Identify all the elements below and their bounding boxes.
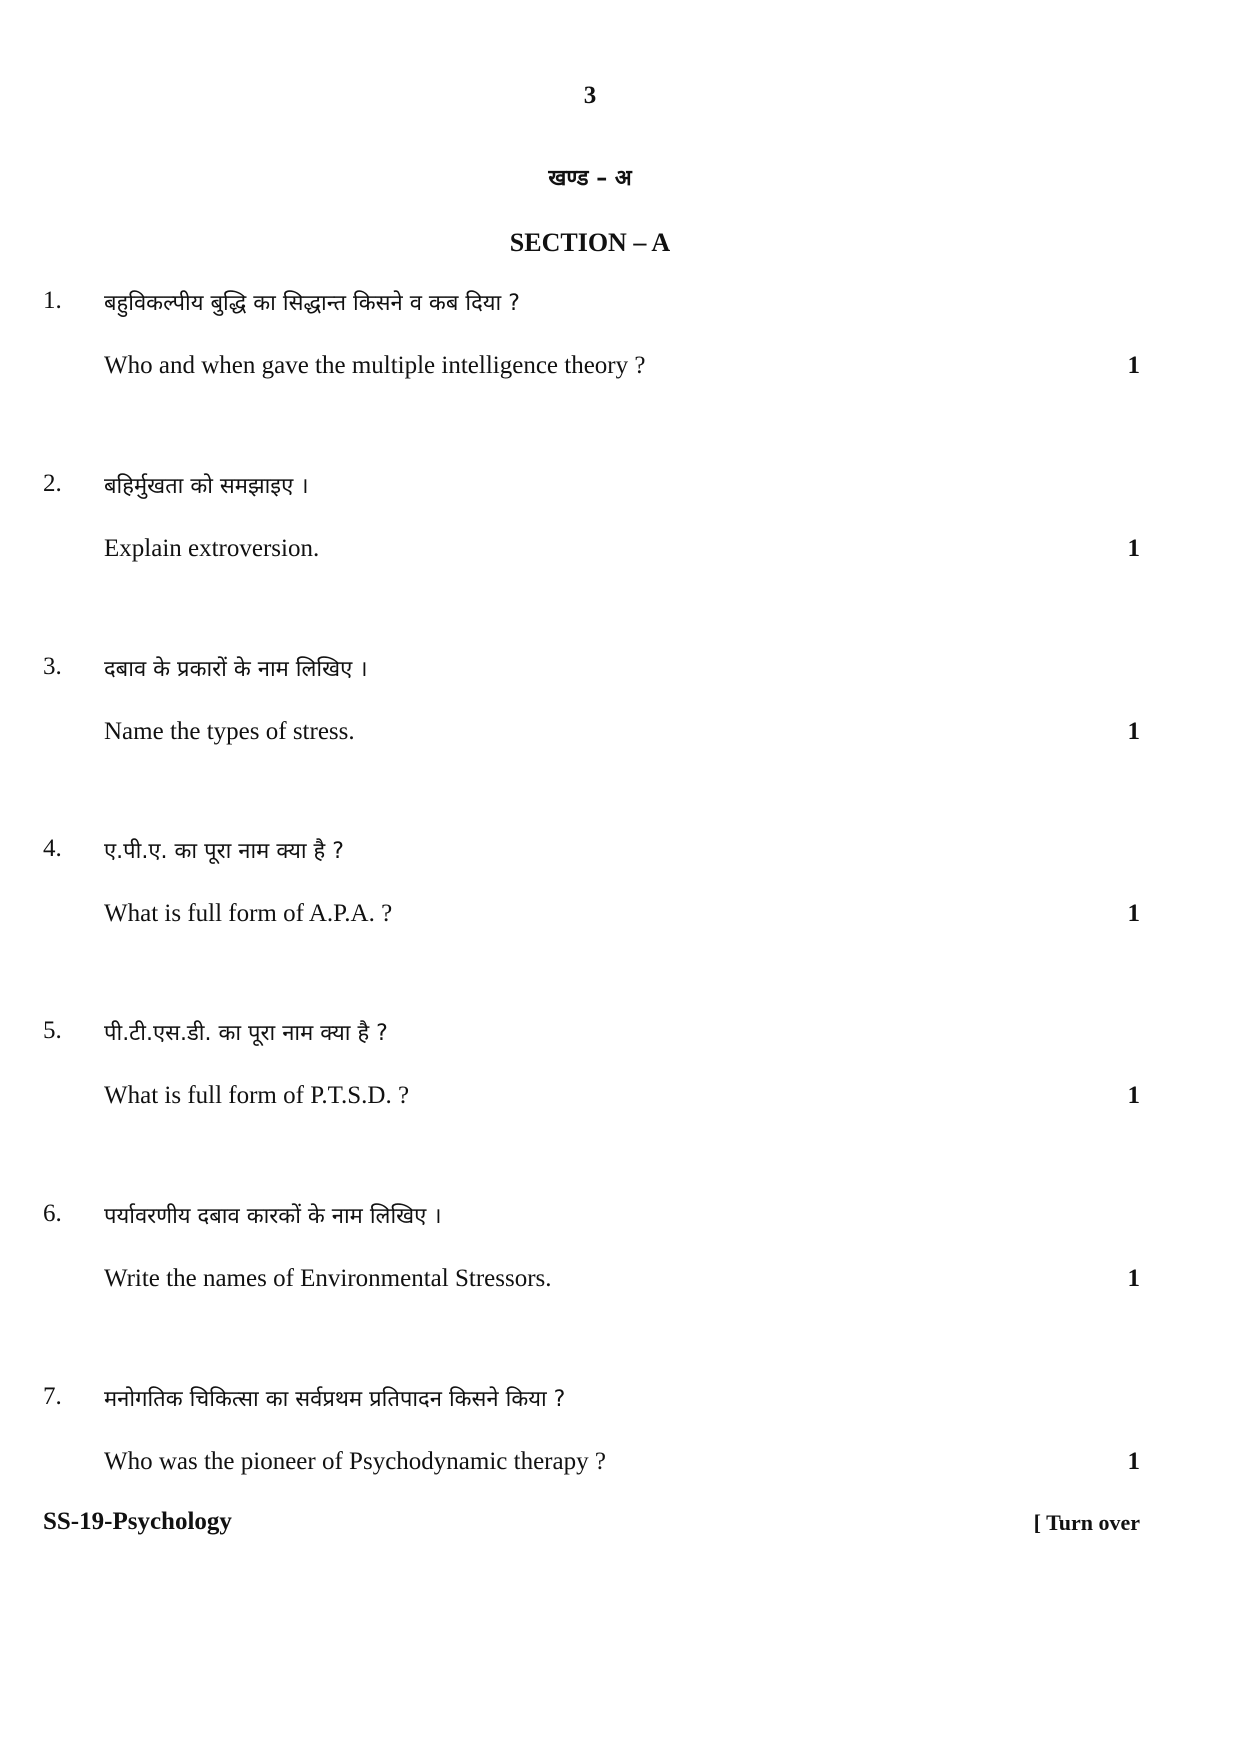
question-number: 1. bbox=[43, 287, 62, 314]
question-text-english: Write the names of Environmental Stressors. bbox=[104, 1265, 552, 1292]
question-text-hindi: बहिर्मुखता को समझाइए । bbox=[104, 474, 309, 499]
turn-over-note: [ Turn over bbox=[1033, 1510, 1140, 1535]
question-text-english: Who was the pioneer of Psychodynamic therapy ? bbox=[104, 1448, 606, 1475]
question-6 bbox=[0, 1200, 1241, 1320]
section-title-hindi: खण्ड – अ bbox=[548, 166, 632, 191]
question-marks: 1 bbox=[1127, 900, 1140, 927]
question-text-english: Who and when gave the multiple intelligence theory ? bbox=[104, 352, 646, 379]
page-number: 3 bbox=[583, 82, 597, 109]
question-text-hindi: मनोगतिक चिकित्सा का सर्वप्रथम प्रतिपादन किसने किया ? bbox=[104, 1387, 566, 1412]
question-text-hindi: पी.टी.एस.डी. का पूरा नाम क्या है ? bbox=[104, 1021, 388, 1046]
question-number: 2. bbox=[43, 470, 62, 497]
question-1 bbox=[0, 287, 1241, 407]
question-text-hindi: पर्यावरणीय दबाव कारकों के नाम लिखिए । bbox=[104, 1204, 442, 1229]
question-marks: 1 bbox=[1127, 1448, 1140, 1475]
question-4 bbox=[0, 835, 1241, 955]
question-text-hindi: बहुविकल्पीय बुद्धि का सिद्धान्त किसने व कब दिया ? bbox=[104, 291, 520, 316]
question-text-english: Name the types of stress. bbox=[104, 718, 355, 745]
section-title-english: SECTION – A bbox=[509, 228, 671, 257]
paper-code: SS-19-Psychology bbox=[43, 1508, 232, 1535]
question-text-english: What is full form of P.T.S.D. ? bbox=[104, 1082, 410, 1109]
question-number: 5. bbox=[43, 1017, 62, 1044]
question-5 bbox=[0, 1017, 1241, 1137]
question-number: 4. bbox=[43, 835, 62, 862]
question-text-english: Explain extroversion. bbox=[104, 535, 320, 562]
question-2 bbox=[0, 470, 1241, 590]
question-3 bbox=[0, 653, 1241, 773]
question-text-hindi: ए.पी.ए. का पूरा नाम क्या है ? bbox=[104, 839, 344, 864]
question-marks: 1 bbox=[1127, 1265, 1140, 1292]
question-text-english: What is full form of A.P.A. ? bbox=[104, 900, 393, 927]
question-marks: 1 bbox=[1127, 1082, 1140, 1109]
question-marks: 1 bbox=[1127, 718, 1140, 745]
question-number: 3. bbox=[43, 653, 62, 680]
question-number: 7. bbox=[43, 1383, 62, 1410]
question-text-hindi: दबाव के प्रकारों के नाम लिखिए । bbox=[104, 657, 368, 682]
question-marks: 1 bbox=[1127, 535, 1140, 562]
question-7 bbox=[0, 1383, 1241, 1503]
question-number: 6. bbox=[43, 1200, 62, 1227]
question-marks: 1 bbox=[1127, 352, 1140, 379]
